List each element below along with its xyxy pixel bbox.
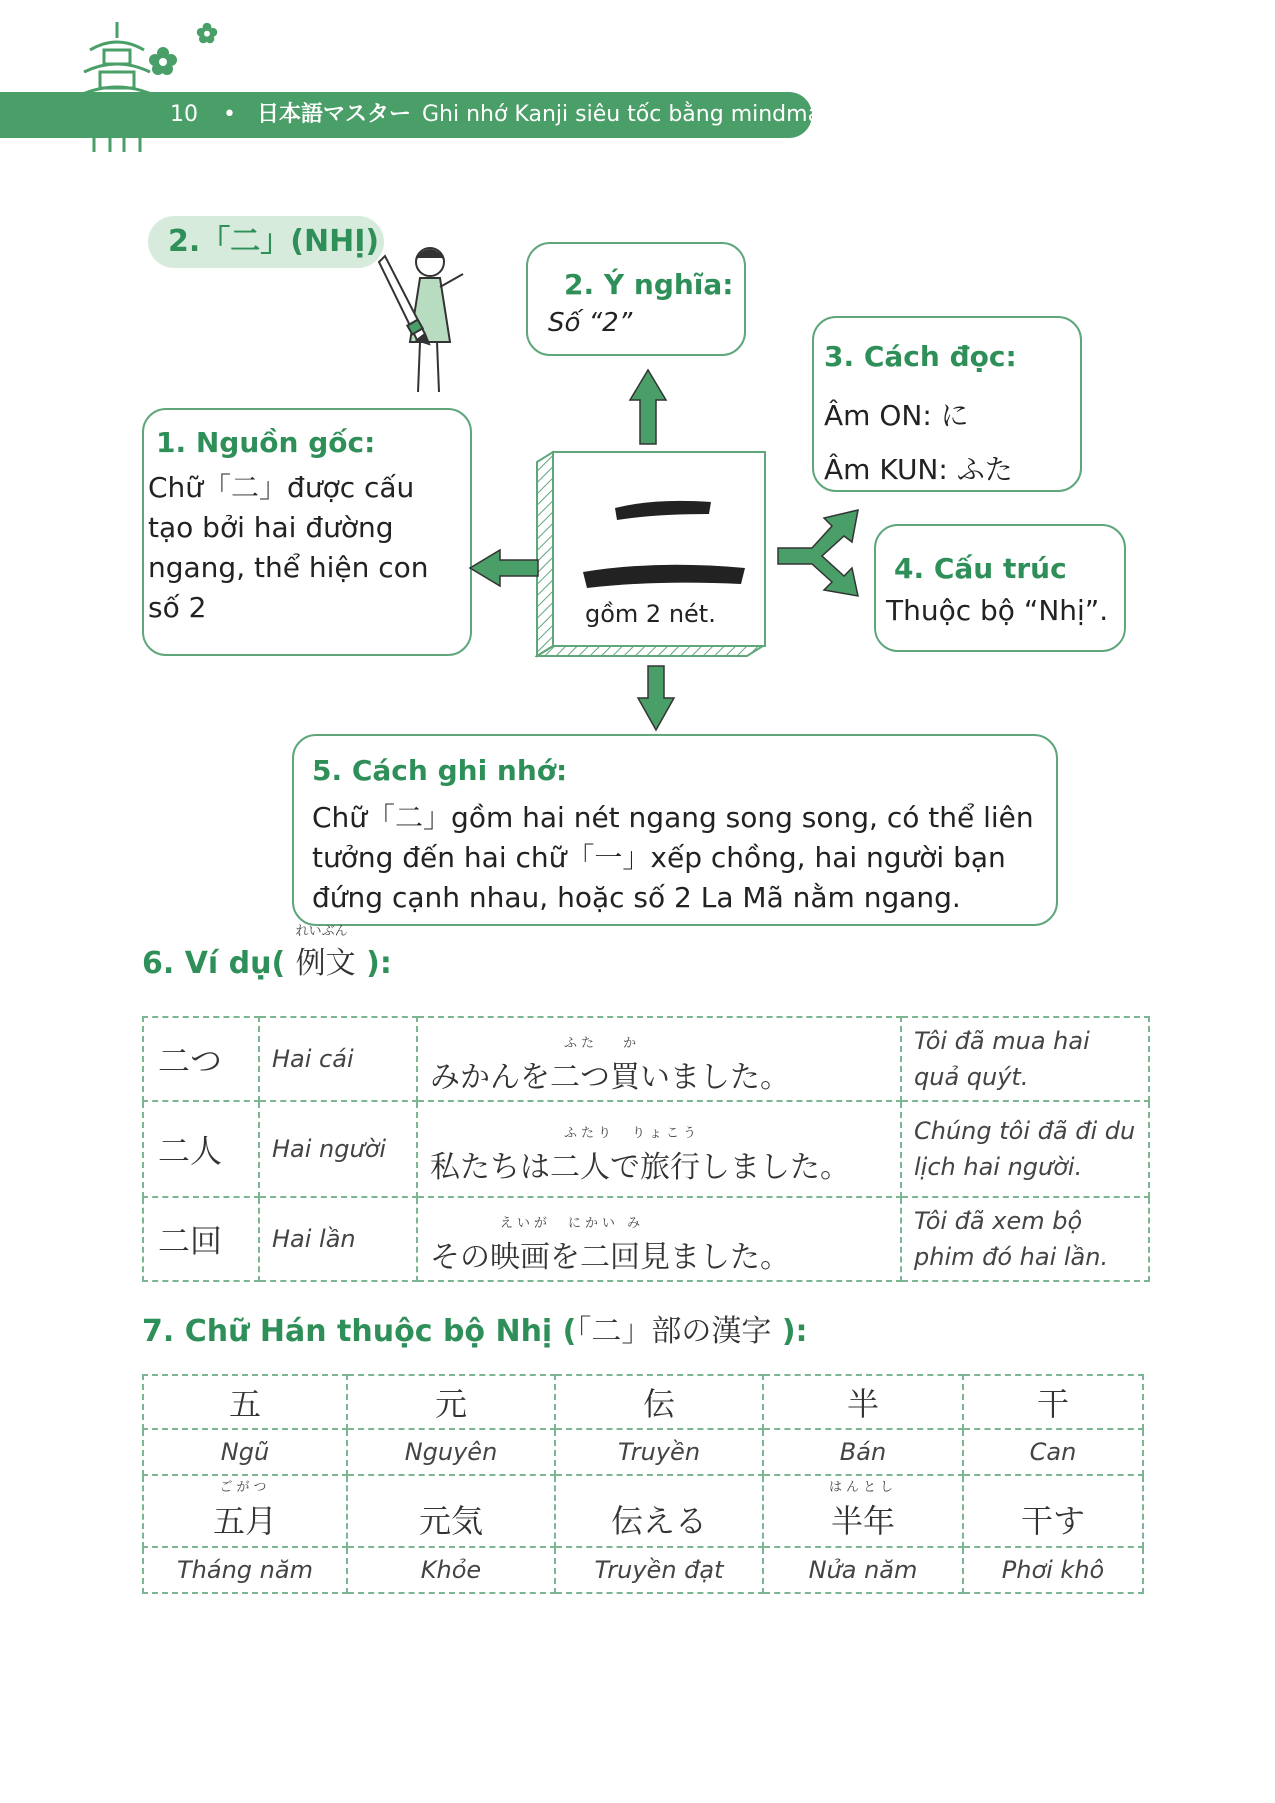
kanji-word-cell [143,1475,347,1547]
origin-text [148,468,429,628]
meaning-box [526,242,746,356]
arrow-icon [468,548,540,588]
memory-box [292,734,1058,926]
kanji-card [535,450,771,662]
kanji-word: 干す [1020,1502,1085,1540]
origin-title: 1. Nguồn gốc: [156,426,376,459]
kanji-word-ruby: ごがつ [219,1480,271,1495]
example-translation: Tôi đã xem bộ phim đó hai lần. [901,1197,1149,1281]
pagoda-icon [72,20,162,152]
kanji-char: 伝 [555,1375,763,1429]
flower-icon [196,22,218,44]
kanji-reading: Bán [763,1429,963,1475]
table-row [143,1375,1143,1429]
origin-line: số 2 [148,591,207,624]
structure-box [874,524,1126,652]
meaning-title: 2. Ý nghĩa: [564,268,734,301]
origin-box [142,408,472,656]
series-title: 日本語マスター [256,102,411,127]
example-sentence-cell [417,1197,901,1281]
kanji-char: 五 [143,1375,347,1429]
example-meaning: Hai người [259,1101,417,1197]
kanji-word: 伝える [610,1502,707,1540]
kanji-word-ruby: はんとし [828,1480,897,1495]
radical-title-end: ): [781,1314,808,1349]
kanji-char: 干 [963,1375,1143,1429]
example-ruby: ふたり りょこう [564,1125,701,1141]
kanji-word-cell [347,1475,555,1547]
kanji-word-ruby [557,1480,761,1496]
kanji-word-cell [555,1475,763,1547]
origin-line: Chữ「二」được cấu [148,471,415,504]
table-row [143,1429,1143,1475]
example-translation: Tôi đã mua hai quả quýt. [901,1017,1149,1101]
girl-with-pencil-illustration [375,242,475,402]
example-sentence-cell [417,1101,901,1197]
example-ruby: ふた か [564,1035,641,1051]
structure-text: Thuộc bộ “Nhị”. [886,594,1109,627]
kanji-word-ruby [965,1480,1141,1496]
example-ruby: えいが にかい み [500,1215,645,1231]
flower-icon [148,46,178,76]
kanji-word-cell [763,1475,963,1547]
memory-title: 5. Cách ghi nhớ: [312,754,568,787]
example-sentence: その映画を二回見ました。 [430,1239,790,1275]
kanji-word: 半年 [830,1502,895,1540]
running-header [170,92,835,138]
reading-on: Âm ON: に [824,399,969,432]
memory-line: tưởng đến hai chữ「一」xếp chồng, hai người bạn [312,841,1006,874]
kanji-word-meaning: Khỏe [347,1547,555,1593]
reading-kun: Âm KUN: ふた [824,453,1013,486]
table-row [143,1475,1143,1547]
example-word: 二人 [143,1101,259,1197]
arrow-icon [776,508,860,598]
radical-title-text: 7. Chữ Hán thuộc bộ Nhị ( [142,1314,577,1349]
example-word: 二回 [143,1197,259,1281]
page-number: 10 [170,102,198,127]
example-word: 二つ [143,1017,259,1101]
examples-title-jp: 例文 [295,946,356,981]
examples-title [142,924,392,982]
origin-line: tạo bởi hai đường [148,511,394,544]
kanji-reading: Nguyên [347,1429,555,1475]
kanji-word-meaning: Tháng năm [143,1547,347,1593]
memory-text [312,798,1034,918]
kanji-reading: Truyền [555,1429,763,1475]
radical-kanji-title [142,1306,808,1350]
example-translation: Chúng tôi đã đi du lịch hai người. [901,1101,1149,1197]
memory-line: Chữ「二」gồm hai nét ngang song song, có thể liên [312,801,1034,834]
radical-kanji-table [142,1374,1144,1594]
arrow-icon [636,664,676,732]
kanji-word-meaning: Truyền đạt [555,1547,763,1593]
example-sentence: みかんを二つ買いました。 [430,1059,790,1095]
meaning-text: Số “2” [548,308,633,338]
examples-table [142,1016,1150,1282]
examples-title-end: ): [366,946,392,981]
kanji-word: 元気 [418,1502,483,1540]
kanji-word-cell [963,1475,1143,1547]
kanji-word-meaning: Phơi khô [963,1547,1143,1593]
kanji-reading: Can [963,1429,1143,1475]
table-row [143,1101,1149,1197]
example-sentence-cell [417,1017,901,1101]
kanji-title: 2.「二」(NHỊ) [148,216,384,268]
kanji-char: 元 [347,1375,555,1429]
kanji-word: 五月 [212,1502,277,1540]
kanji-char: 半 [763,1375,963,1429]
reading-title: 3. Cách đọc: [824,340,1017,373]
example-meaning: Hai lần [259,1197,417,1281]
example-sentence: 私たちは二人で旅行しました。 [430,1149,850,1185]
examples-title-text: 6. Ví dụ( [142,946,286,981]
table-row [143,1017,1149,1101]
table-row [143,1547,1143,1593]
radical-title-jp: 「二」部の漢字 [576,1314,772,1349]
arrow-icon [628,368,668,446]
kanji-reading: Ngũ [143,1429,347,1475]
structure-title: 4. Cấu trúc [894,552,1067,585]
reading-box [812,316,1082,492]
table-row [143,1197,1149,1281]
kanji-word-meaning: Nửa năm [763,1547,963,1593]
example-meaning: Hai cái [259,1017,417,1101]
kanji-word-ruby [349,1480,553,1496]
memory-line: đứng cạnh nhau, hoặc số 2 La Mã nằm ngang. [312,881,961,914]
examples-title-ruby: れいぶん [295,924,348,939]
stroke-count-note: gồm 2 nét. [585,600,716,628]
book-subtitle: Ghi nhớ Kanji siêu tốc bằng mindmap [422,102,836,127]
header-separator: • [223,102,236,127]
origin-line: ngang, thể hiện con [148,551,429,584]
